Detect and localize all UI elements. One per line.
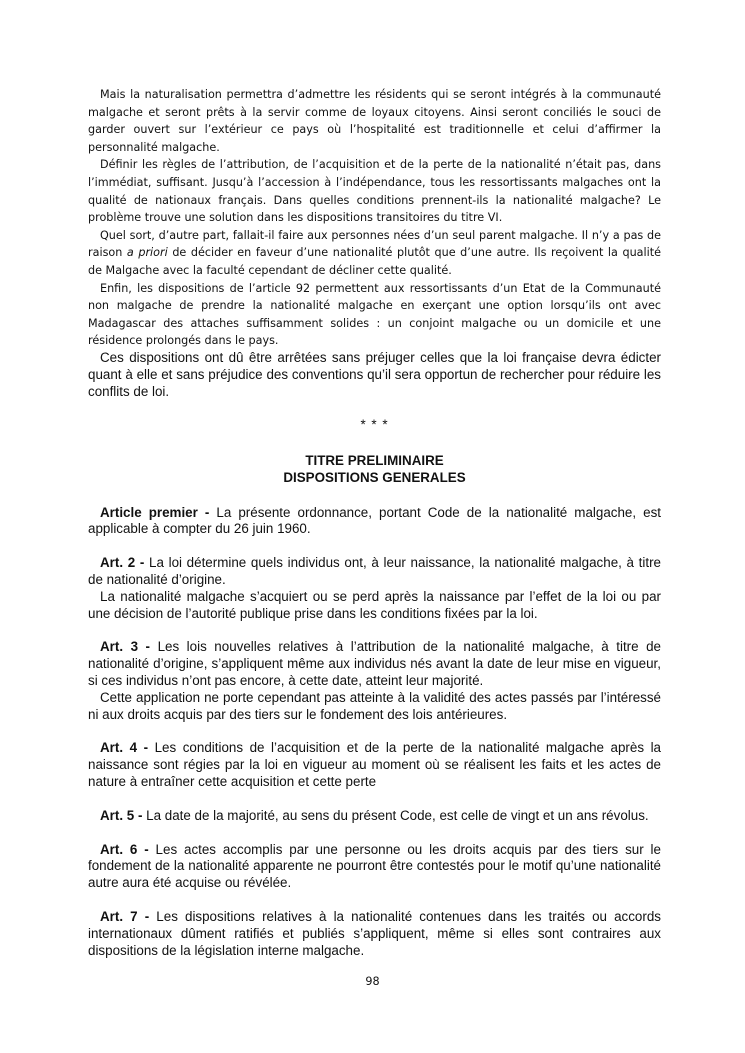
articles-list bbox=[88, 505, 661, 960]
article-paragraph bbox=[88, 555, 661, 589]
section-title bbox=[88, 453, 661, 487]
intro-paragraph: Ces dispositions ont dû être arrêtées sans préjuger celles que la loi française devra édicter quant à elle et sans préjudice des conventions qu’il sera opportun de rechercher pour réduire les conflits de loi. bbox=[88, 349, 661, 399]
article bbox=[88, 909, 661, 959]
intro-text: Quel sort, d’autre part, fallait-il faire aux personnes nées d’un seul parent malgache. Il n’y a pas de raison bbox=[88, 228, 661, 260]
article-text: Les actes accomplis par une personne ou les droits acquis par des tiers sur le fondement de la nationalité apparente ne pourront être contestés pour le motif qu’une nationalité autre aura été acquise ou révélée. bbox=[88, 841, 661, 891]
article-label: Art. 6 - bbox=[100, 841, 149, 857]
title-line: TITRE PRELIMINAIRE bbox=[305, 453, 444, 469]
intro-paragraph: Enfin, les dispositions de l’article 92 permettent aux ressortissants d’un Etat de la Communauté non malgache de prendre la nationalité malgache en exerçant une option lorsqu’ils ont avec Madagascar des attaches suffisamment solides : un conjoint malgache ou un domicile et une résidence prolongés dans le pays. bbox=[88, 281, 661, 348]
article bbox=[88, 505, 661, 539]
page-number: 98 bbox=[365, 975, 380, 988]
document-page bbox=[88, 86, 661, 959]
section-separator: * * * bbox=[360, 417, 389, 433]
article-paragraph: Cette application ne porte cependant pas atteinte à la validité des actes passés par l’intéressé ni aux droits acquis par des tiers sur le fondement des lois antérieures. bbox=[88, 689, 661, 722]
intro-italic-text: a priori bbox=[126, 246, 168, 260]
article-text: Les dispositions relatives à la nationalité contenues dans les traités ou accords internationaux dûment ratifiés et publiés s’appliquent, même si elles sont contraires aux dispositions de la législation interne malgache. bbox=[88, 909, 661, 958]
article-text: Les conditions de l’acquisition et de la perte de la nationalité malgache après la naissance sont régies par la loi en vigueur au moment où se réalisent les faits et les actes de nature à entraîner cette acquisition et cette perte bbox=[88, 740, 661, 790]
article-label: Art. 5 - bbox=[100, 807, 143, 823]
article-text: Les lois nouvelles relatives à l’attribution de la nationalité malgache, à titre de nationalité d’origine, s’appliquent même aux individus nés avant la date de leur mise en vigueur, si ces individus n’ont pas encore, à cette date, atteint leur majorité. bbox=[88, 639, 661, 689]
article bbox=[88, 740, 661, 790]
article-paragraph bbox=[88, 808, 661, 825]
article-paragraph bbox=[88, 505, 661, 539]
intro-text: de décider en faveur d’une nationalité plutôt que d’une autre. Ils reçoivent la qualité de Malgache avec la faculté cependant de décliner cette qualité. bbox=[88, 246, 661, 277]
article bbox=[88, 639, 661, 723]
intro-paragraph bbox=[88, 227, 661, 280]
article-label: Art. 7 - bbox=[100, 909, 150, 925]
intro-section bbox=[88, 86, 661, 400]
article-text: La présente ordonnance, portant Code de la nationalité malgache, est applicable à compter du 26 juin 1960. bbox=[88, 504, 661, 537]
article-label: Art. 3 - bbox=[100, 639, 151, 655]
article-paragraph bbox=[88, 740, 661, 790]
article-text: La date de la majorité, au sens du présent Code, est celle de vingt et un ans révolus. bbox=[146, 807, 649, 823]
article bbox=[88, 808, 661, 825]
article-paragraph bbox=[88, 909, 661, 959]
intro-paragraph: Mais la naturalisation permettra d’admettre les résidents qui se seront intégrés à la communauté malgache et seront prêts à la servir comme de loyaux citoyens. Ainsi seront conciliés le souci de garder ouvert sur l’extérieur ce pays où l’hospitalité est traditionnelle et celui d’affirmer la personnalité malgache. bbox=[88, 88, 661, 154]
article-paragraph: La nationalité malgache s’acquiert ou se perd après la naissance par l’effet de la loi ou par une décision de l’autorité publique prise dans les conditions fixées par la loi. bbox=[88, 588, 661, 621]
article-text: La loi détermine quels individus ont, à leur naissance, la nationalité malgache, à titre de nationalité d’origine. bbox=[88, 555, 661, 588]
subtitle-line: DISPOSITIONS GENERALES bbox=[283, 469, 466, 485]
article-paragraph bbox=[88, 639, 661, 689]
article-label: Art. 4 - bbox=[100, 740, 149, 756]
article-label: Art. 2 - bbox=[100, 555, 145, 571]
article-label: Article premier - bbox=[100, 504, 210, 520]
article bbox=[88, 842, 661, 892]
article-paragraph bbox=[88, 842, 661, 892]
intro-paragraph: Définir les règles de l’attribution, de l’acquisition et de la perte de la nationalité n’était pas, dans l’immédiat, suffisant. Jusqu’à l’accession à l’indépendance, tous les ressortissants malgaches ont la qualité de nationaux français. Dans quelles conditions prennent-ils la nationalité malgache? Le problème trouve une solution dans les dispositions transitoires du titre VI. bbox=[88, 158, 661, 225]
article bbox=[88, 555, 661, 622]
